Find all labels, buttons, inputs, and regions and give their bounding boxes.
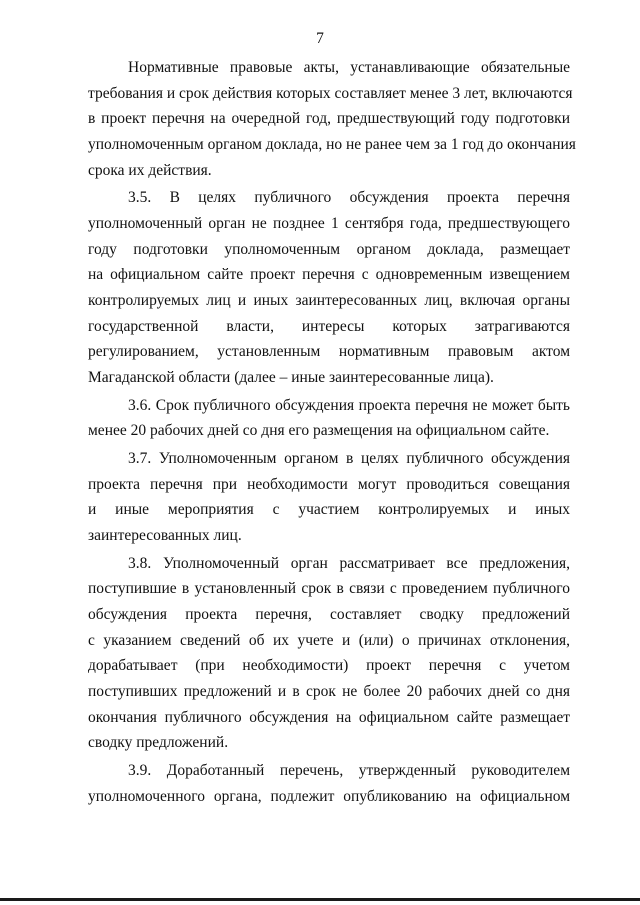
paragraph [88,758,570,809]
paragraph [88,393,570,444]
text-line: на официальном сайте проект перечня с одновременным извещением [88,266,570,284]
text-line: заинтересованных лиц. [88,527,242,545]
text-line: обсуждения проекта перечня, составляет сводку предложений [88,606,570,623]
paragraph [88,185,570,391]
text-line: срока их действия. [88,161,212,179]
text-line: поступивших предложений и в срок не более 20 рабочих дней со дня [88,683,570,701]
text-line: году подготовки уполномоченным органом доклада, размещает [88,240,570,258]
page-number: 7 [316,30,324,47]
text-line: в проект перечня на очередной год, предшествующий году подготовки [88,110,570,128]
text-line: 3.7. Уполномоченным органом в целях публичного обсуждения [128,449,570,467]
text-line: Нормативные правовые акты, устанавливающие обязательные [128,59,570,76]
text-line: 3.6. Срок публичного обсуждения проекта перечня не может быть [128,396,570,414]
text-line: сводку предложений. [88,734,229,752]
text-line: и иные мероприятия с участием контролируемых и иных [88,501,570,519]
text-line: уполномоченного органа, подлежит опубликованию на официальном [88,787,570,805]
text-line: уполномоченным органом доклада, но не ранее чем за 1 год до окончания [88,136,576,154]
bottom-scan-edge [0,898,640,901]
document-body [88,55,576,811]
text-line: регулированием, установленным нормативным правовым актом [88,343,570,361]
text-line: поступившие в установленный срок в связи с проведением публичного [88,580,570,598]
text-line: проекта перечня при необходимости могут проводиться совещания [88,475,570,493]
text-line: с указанием сведений об их учете и (или) о причинах отклонения, [88,631,570,649]
paragraph [88,446,570,549]
text-line: 3.5. В целях публичного обсуждения проекта перечня [128,189,570,207]
text-line: контролируемых лиц и иных заинтересованных лиц, включая органы [88,292,570,310]
text-line: требования и срок действия которых составляет менее 3 лет, включаются [88,84,573,102]
text-line: уполномоченный орган не позднее 1 сентября года, предшествующего [88,215,570,233]
text-line: дорабатывает (при необходимости) проект перечня с учетом [88,657,570,675]
text-line: 3.8. Уполномоченный орган рассматривает все предложения, [128,554,570,572]
text-line: окончания публичного обсуждения на официальном сайте размещает [88,708,570,726]
text-line: Магаданской области (далее – иные заинтересованные лица). [88,369,494,387]
text-line: менее 20 рабочих дней со дня его размещения на официальном сайте. [88,422,550,440]
text-line: 3.9. Доработанный перечень, утвержденный руководителем [128,762,570,780]
paragraph [88,55,576,183]
text-line: государственной власти, интересы которых затрагиваются [88,317,570,335]
paragraph [88,551,570,757]
